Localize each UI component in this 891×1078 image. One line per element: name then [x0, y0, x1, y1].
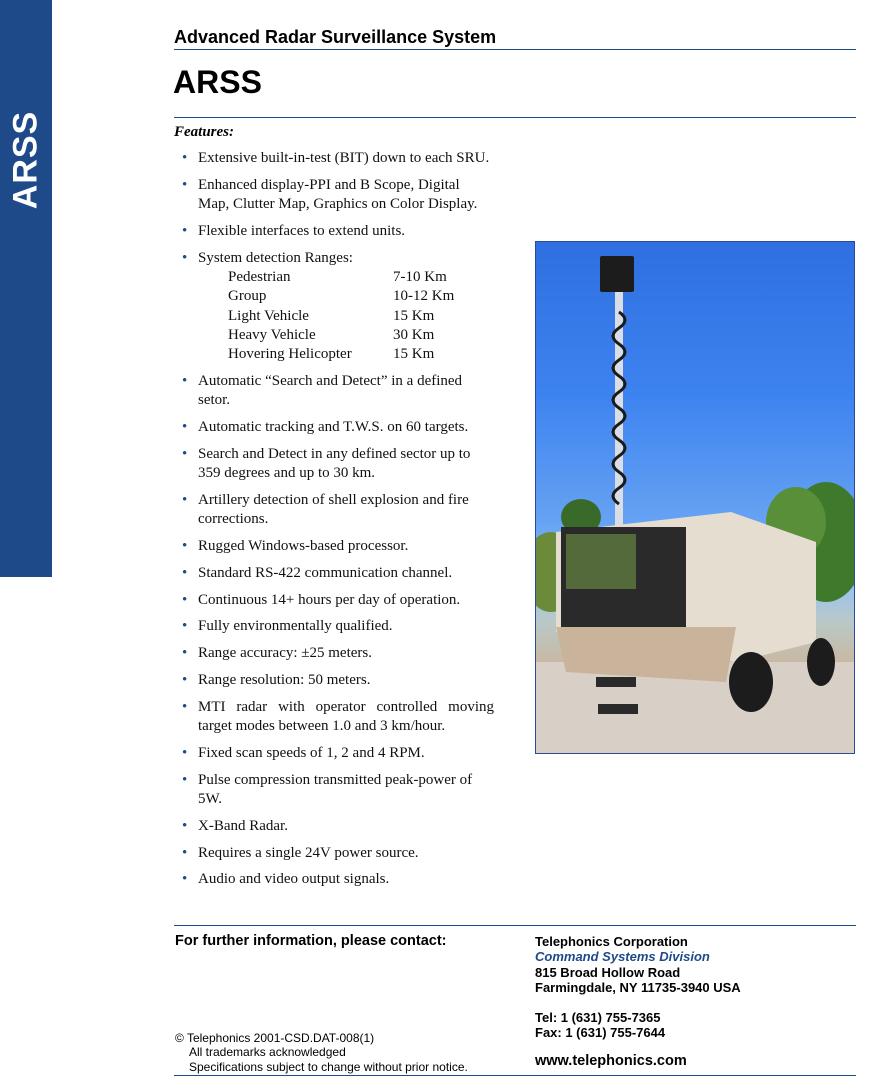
feature-item: • Pulse compression transmitted peak-power of 5W.	[182, 771, 473, 808]
wheel	[729, 652, 773, 712]
bullet-icon: •	[182, 150, 188, 166]
feature-item: • Automatic “Search and Detect” in a defined setor.	[182, 372, 463, 409]
feature-item: • Fully environmentally qualified.	[182, 617, 494, 636]
bullet-icon: •	[182, 445, 188, 462]
range-row: Group 10-12 Km	[228, 288, 455, 305]
copyright-line: © Telephonics 2001-CSD.DAT-008(1)	[175, 1031, 375, 1045]
bullet-icon: •	[182, 844, 188, 861]
spacer	[535, 995, 741, 1010]
bullet-icon: •	[182, 176, 188, 193]
feature-item: • Automatic tracking and T.W.S. on 60 targets.	[182, 418, 494, 437]
footer-rule-top	[174, 925, 856, 926]
feature-item: • Requires a single 24V power source.	[182, 844, 494, 863]
address-line: 815 Broad Hollow Road	[535, 964, 681, 980]
bullet-icon: •	[182, 618, 188, 635]
vehicle-step	[596, 677, 636, 687]
side-banner-label: ARSS	[6, 110, 45, 210]
radar-vehicle-illustration	[536, 242, 854, 753]
telephone: Tel: 1 (631) 755-7365	[535, 1010, 661, 1026]
document-subtitle: Advanced Radar Surveillance System	[174, 27, 497, 47]
product-photo	[535, 241, 855, 754]
feature-item: • Audio and video output signals.	[182, 870, 494, 889]
feature-item: • Search and Detect in any defined sector up to 359 degrees and up to 30 km.	[182, 445, 471, 482]
range-row: Pedestrian 7-10 Km	[228, 268, 447, 285]
range-row: Light Vehicle 15 Km	[228, 307, 435, 324]
bullet-icon: •	[182, 249, 188, 266]
bullet-icon: •	[182, 744, 188, 761]
feature-item: • Artillery detection of shell explosion and fire corrections.	[182, 491, 469, 528]
feature-item: • Range accuracy: ±25 meters.	[182, 644, 494, 663]
feature-item: • X-Band Radar.	[182, 817, 494, 836]
bullet-icon: •	[182, 871, 188, 888]
bullet-icon: •	[182, 491, 188, 508]
detection-ranges-table	[198, 268, 494, 364]
feature-item: • Standard RS-422 communication channel.	[182, 564, 494, 583]
features-list	[182, 149, 494, 897]
address-line: Farmingdale, NY 11735-3940 USA	[535, 979, 741, 995]
features-heading: Features:	[174, 124, 234, 140]
contact-heading: For further information, please contact:	[175, 933, 447, 949]
equipment-rack	[566, 534, 636, 589]
contact-block	[535, 934, 741, 1069]
disclaimer-line: Specifications subject to change without prior notice.	[189, 1059, 468, 1074]
title-rule	[174, 117, 856, 118]
feature-item: • Fixed scan speeds of 1, 2 and 4 RPM.	[182, 744, 494, 763]
document-title: ARSS	[173, 64, 262, 100]
bullet-icon: •	[182, 645, 188, 662]
bullet-icon: •	[182, 698, 188, 715]
bullet-icon: •	[182, 419, 188, 436]
bullet-icon: •	[182, 591, 188, 608]
feature-item: • Continuous 14+ hours per day of operation.	[182, 591, 494, 610]
wheel	[807, 638, 835, 686]
division-name: Command Systems Division	[535, 949, 710, 965]
website-link[interactable]: www.telephonics.com	[535, 1052, 687, 1069]
side-banner	[0, 0, 52, 577]
trademark-line: All trademarks acknowledged	[189, 1045, 346, 1060]
bullet-icon: •	[182, 564, 188, 581]
feature-item: • Range resolution: 50 meters.	[182, 671, 494, 690]
feature-item: • Flexible interfaces to extend units.	[182, 222, 494, 241]
header-rule	[174, 49, 856, 50]
range-row: Heavy Vehicle 30 Km	[228, 326, 435, 343]
bullet-icon: •	[182, 672, 188, 689]
bullet-icon: •	[182, 771, 188, 788]
range-row: Hovering Helicopter 15 Km	[228, 346, 435, 363]
feature-item-ranges: • System detection Ranges: Pedestrian 7-10 Km Group 10-12 Km Light Vehicle 15 Km Heavy Vehicle 30 Km Hovering Helicopter 15 Km	[182, 249, 494, 365]
feature-item: • Extensive built-in-test (BIT) down to each SRU.	[182, 149, 494, 168]
bullet-icon: •	[182, 222, 188, 239]
radar-antenna	[600, 256, 634, 292]
legal-notice	[175, 1031, 468, 1074]
bullet-icon: •	[182, 372, 188, 389]
feature-item: • MTI radar with operator controlled moving target modes between 1.0 and 3 km/hour.	[182, 698, 494, 735]
bullet-icon: •	[182, 817, 188, 834]
feature-item: • Rugged Windows-based processor.	[182, 537, 494, 556]
company-name: Telephonics Corporation	[535, 934, 688, 949]
fax: Fax: 1 (631) 755-7644	[535, 1025, 666, 1041]
feature-item: • Enhanced display-PPI and B Scope, Digital Map, Clutter Map, Graphics on Color Display.	[182, 176, 478, 213]
vehicle-step	[598, 704, 638, 714]
bullet-icon: •	[182, 538, 188, 555]
footer-rule-bottom	[174, 1075, 856, 1076]
